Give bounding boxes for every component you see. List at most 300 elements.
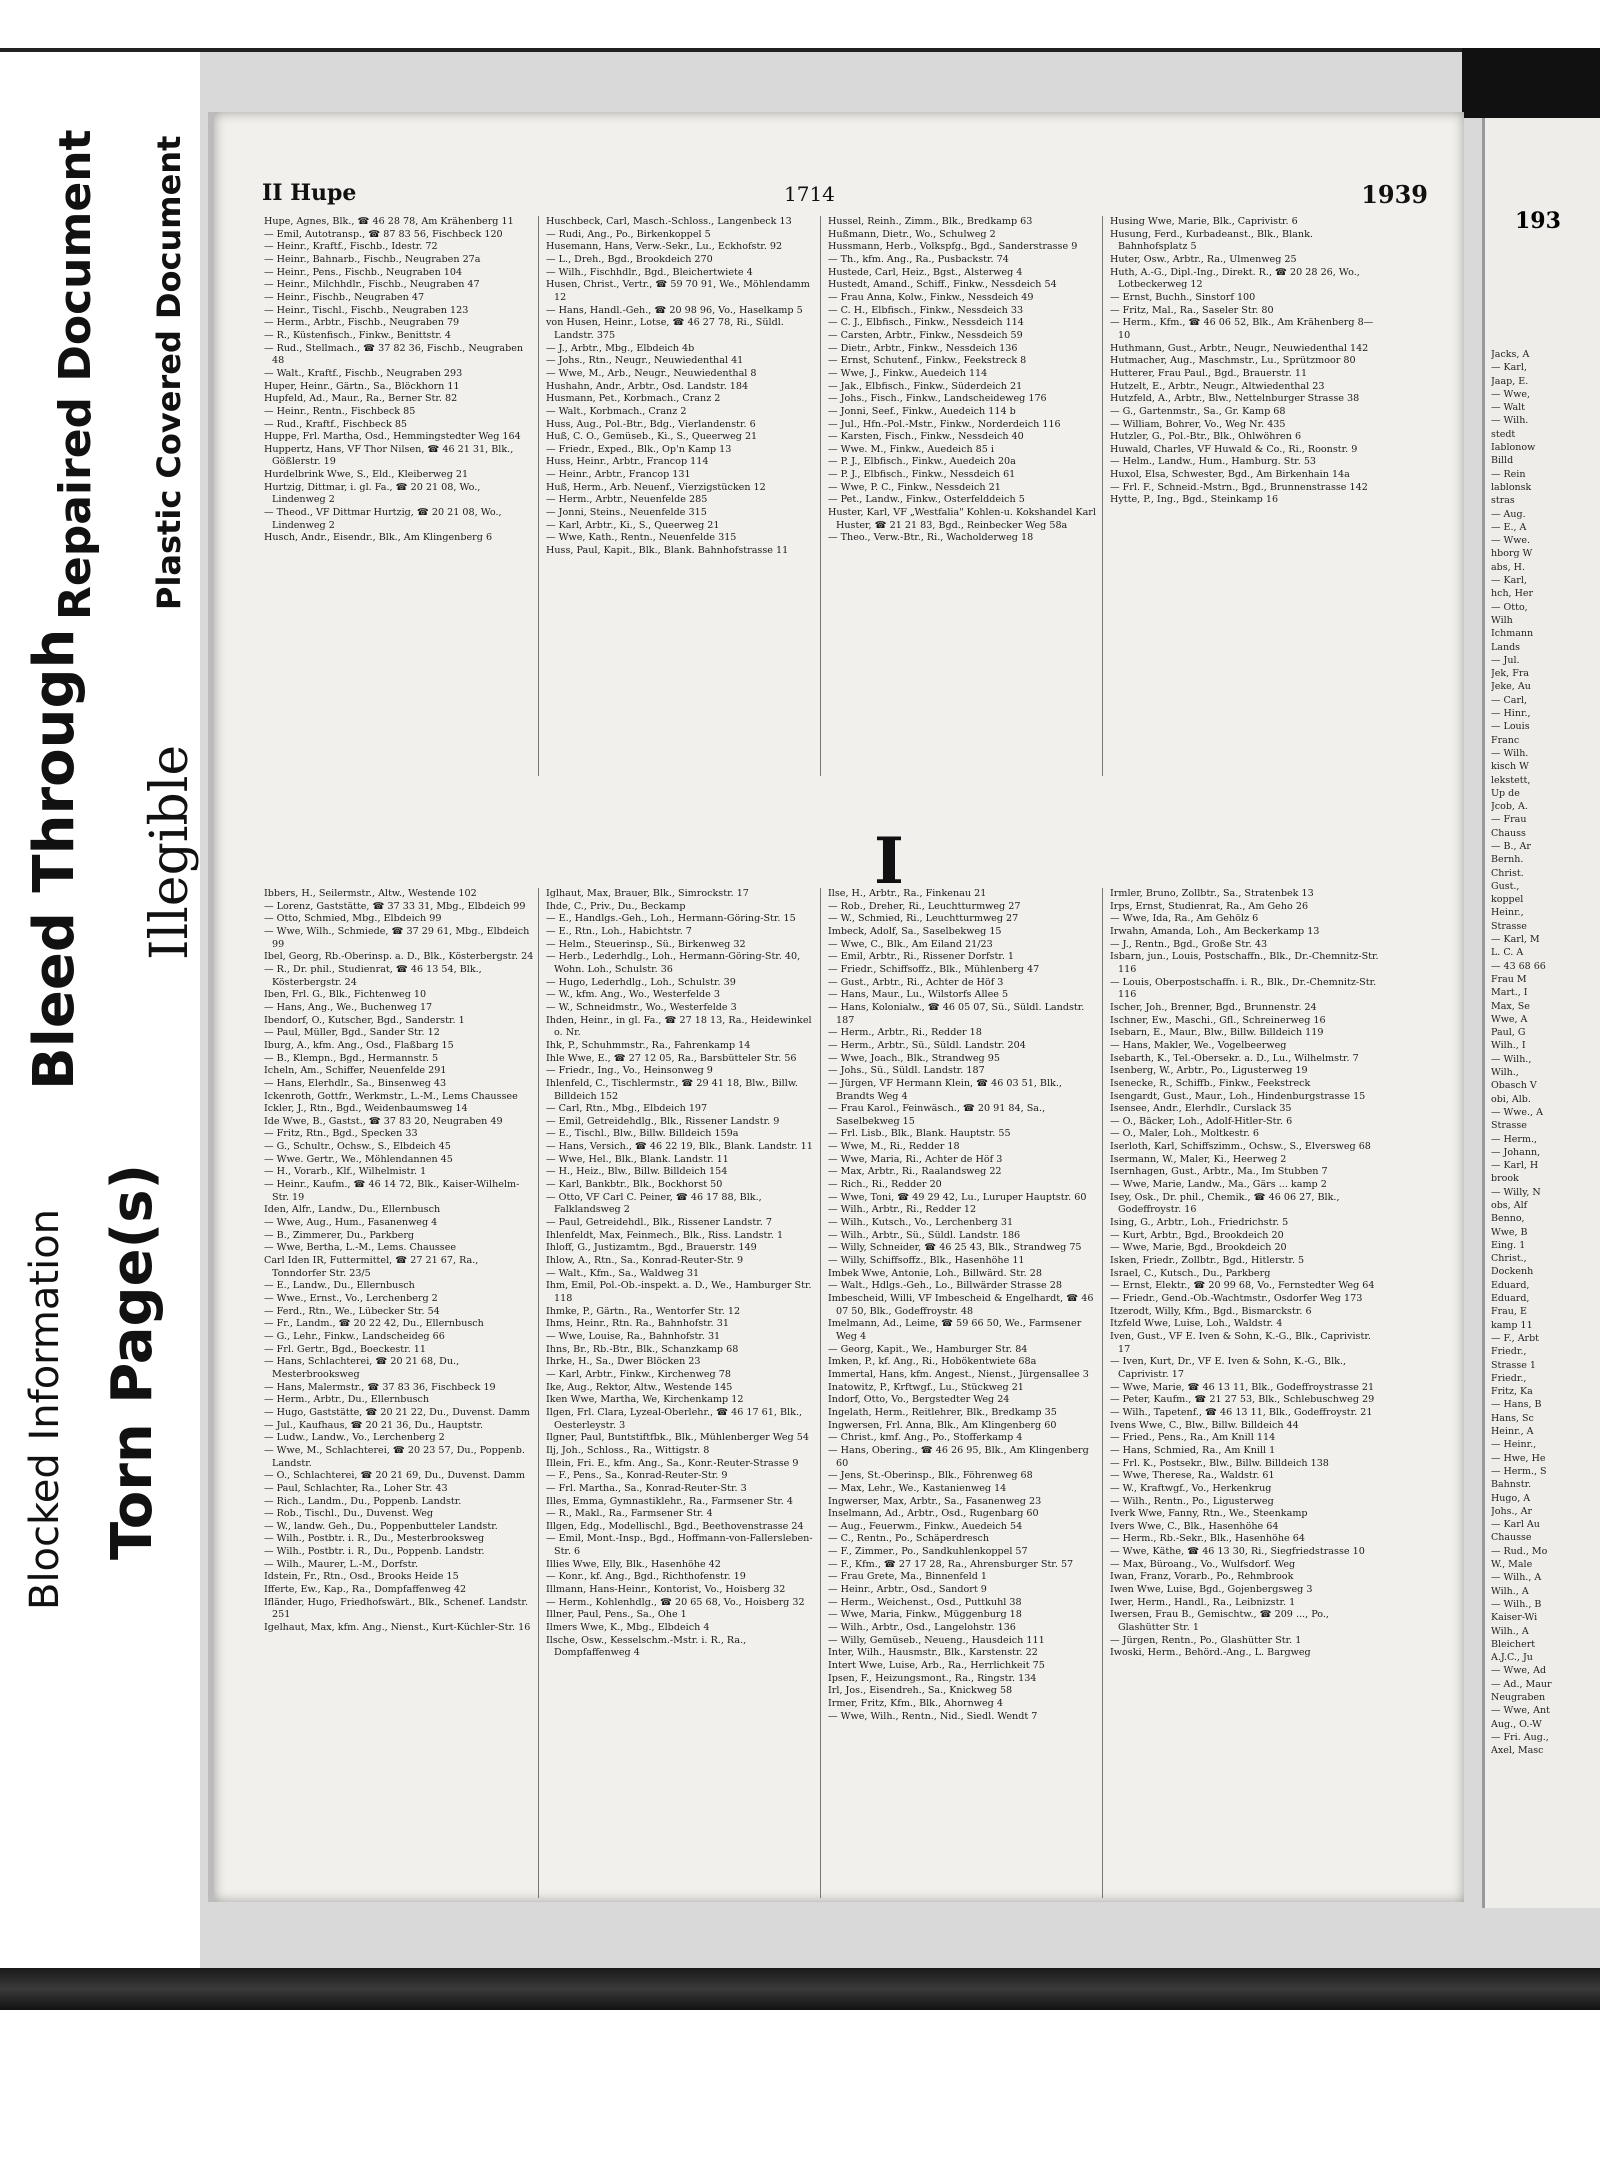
directory-entry: Up de [1491, 787, 1520, 799]
directory-entry: — F., Arbt [1491, 1332, 1539, 1344]
directory-entry: Ischer, Joh., Brenner, Bgd., Brunnenstr. 24 [1110, 1001, 1317, 1013]
directory-entry: Husen, Christ., Vertr., ☎ 59 70 91, We., Möhlendamm 12 [546, 279, 810, 303]
directory-entry: — Pet., Landw., Finkw., Osterfelddeich 5 [828, 494, 1025, 506]
directory-entry: Lands [1491, 641, 1521, 653]
directory-entry: — Hans, Makler, We., Vogelbeerweg [1110, 1039, 1287, 1051]
directory-entry: — Heinr., Milchhdlr., Fischb., Neugraben 47 [264, 279, 480, 291]
directory-entry: Hustedt, Amand., Schiff., Finkw., Nessdeich 54 [828, 279, 1057, 291]
directory-entry: — R., Küstenfisch., Finkw., Benittstr. 4 [264, 329, 451, 341]
directory-entry: Irmler, Bruno, Zollbtr., Sa., Stratenbek 13 [1110, 888, 1314, 899]
directory-entry: — O., Maler, Loh., Moltkestr. 6 [1110, 1128, 1260, 1140]
directory-entry: Ihloff, G., Justizamtm., Bgd., Brauerstr. 149 [546, 1242, 757, 1254]
directory-entry: Huper, Heinr., Gärtn., Sa., Blöckhorn 11 [264, 380, 460, 392]
directory-entry: Ihm, Emil, Pol.-Ob.-inspekt. a. D., We., Hamburger Str. 118 [546, 1280, 812, 1304]
directory-entry: — Max, Lehr., We., Kastanienweg 14 [828, 1482, 1007, 1494]
directory-entry: Hutterer, Frau Paul., Bgd., Brauerstr. 11 [1110, 367, 1308, 379]
directory-entry: Huth, A.-G., Dipl.-Ing., Direkt. R., ☎ 20 28 26, Wo., Lotbeckerweg 12 [1110, 266, 1360, 291]
directory-entry: — Wwe, Käthe, ☎ 46 13 30, Ri., Siegfriedstrasse 10 [1110, 1546, 1365, 1558]
directory-entry: Isey, Osk., Dr. phil., Chemik., ☎ 46 06 27, Blk., Godeffroystr. 16 [1110, 1191, 1340, 1216]
label-plastic-covered: Plastic Covered Document [150, 135, 188, 610]
directory-entry: Isenberg, W., Arbtr., Po., Ligusterweg 19 [1110, 1065, 1308, 1077]
directory-entry: — Johs., Rtn., Neugr., Neuwiedenthal 41 [546, 355, 744, 367]
scan-frame-bottom [0, 1968, 1600, 2010]
directory-entry: Ipsen, F., Heizungsmont., Ra., Ringstr. 134 [828, 1672, 1037, 1684]
directory-entry: Axel, Masc [1491, 1745, 1544, 1757]
directory-entry: — J., Rentn., Bgd., Große Str. 43 [1110, 938, 1268, 950]
directory-entry: Iden, Alfr., Landw., Du., Ellernbusch [264, 1204, 441, 1216]
directory-entry: — Rich., Ri., Redder 20 [828, 1179, 942, 1191]
directory-entry: Iven, Gust., VF E. Iven & Sohn, K.-G., Blk., Caprivistr. 17 [1110, 1330, 1371, 1355]
section-letter: I [874, 824, 904, 899]
directory-entry: — Heinr., Bahnarb., Fischb., Neugraben 27a [264, 253, 481, 265]
directory-entry: Inter, Wilh., Hausmstr., Blk., Karstenstr. 22 [828, 1647, 1038, 1659]
directory-entry: — Wilh., Fischhdlr., Bgd., Bleichertwiete 4 [546, 266, 753, 278]
directory-entry: Ilgen, Frl. Clara, Lyzeal-Oberlehr., ☎ 46 17 61, Blk., Oesterleystr. 3 [546, 1406, 803, 1431]
directory-entry: — Louis, Oberpostschaffn. i. R., Blk., Dr.-Chemnitz-Str. 116 [1110, 976, 1377, 1001]
directory-entry: — Wilh., Arbtr., Ri., Redder 12 [828, 1204, 977, 1216]
directory-entry: Strasse 1 [1491, 1359, 1536, 1371]
directory-entry: — Carsten, Arbtr., Finkw., Nessdeich 59 [828, 329, 1023, 341]
directory-entry: — Otto, VF Carl C. Peiner, ☎ 46 17 88, Blk., Falklandsweg 2 [546, 1191, 762, 1216]
directory-entry: Bernh. [1491, 854, 1524, 866]
directory-entry: Iken Wwe, Martha, We, Kirchenkamp 12 [546, 1394, 744, 1406]
directory-entry: — 43 68 66 [1491, 960, 1546, 972]
directory-entry: — Friedr., Schiffsoffz., Blk., Mühlenberg 47 [828, 963, 1040, 975]
directory-entry: — Karl, M [1491, 934, 1540, 946]
directory-entry: — Wwe, Marie, Bgd., Brookdeich 20 [1110, 1242, 1287, 1254]
directory-entry: — Wilh., Tapetenf., ☎ 46 13 11, Blk., Godeffroystr. 21 [1110, 1406, 1373, 1418]
directory-entry: — Frau Karol., Feinwäsch., ☎ 20 91 84, Sa., Saselbekweg 15 [828, 1103, 1046, 1127]
directory-entry: — Karl, [1491, 575, 1527, 587]
directory-entry: Ihlow, A., Rtn., Sa., Konrad-Reuter-Str. 9 [546, 1255, 744, 1267]
directory-entry: — Rein [1491, 468, 1526, 480]
directory-entry: — Wwe, Wilh., Schmiede, ☎ 37 29 61, Mbg., Elbdeich 99 [264, 925, 530, 950]
directory-entry: — Heinr., [1491, 1439, 1537, 1451]
directory-entry: Billd [1491, 455, 1514, 467]
directory-entry: Ilsche, Osw., Kesselschm.-Mstr. i. R., Ra., Dompfaffenweg 4 [546, 1634, 747, 1659]
directory-entry: Ihlenfeld, C., Tischlermstr., ☎ 29 41 18, Blw., Billw. Billdeich 152 [546, 1077, 798, 1102]
directory-entry: Ike, Aug., Rektor, Altw., Westende 145 [546, 1381, 733, 1393]
directory-entry: Inselmann, Ad., Arbtr., Osd., Rugenbarg 60 [828, 1508, 1039, 1520]
directory-entry: — Paul, Müller, Bgd., Sander Str. 12 [264, 1027, 440, 1039]
label-illegible: Illegible [140, 744, 200, 960]
directory-entry: — Johs., Sü., Süldl. Landstr. 187 [828, 1065, 985, 1077]
directory-entry: abs, H. [1491, 561, 1525, 573]
directory-entry: — Wwe, Louise, Ra., Bahnhofstr. 31 [546, 1330, 721, 1342]
directory-entry: Friedr., [1491, 1372, 1527, 1384]
directory-entry: — Wwe, P. C., Finkw., Nessdeich 21 [828, 481, 1001, 493]
directory-entry: Jeke, Au [1491, 681, 1531, 693]
directory-entry: Ihmke, P., Gärtn., Ra., Wentorfer Str. 12 [546, 1305, 741, 1317]
directory-entry: Ilj, Joh., Schloss., Ra., Wittigstr. 8 [546, 1444, 710, 1456]
directory-entry: stedt [1491, 428, 1516, 440]
directory-entry: lablonsk [1491, 481, 1532, 493]
top-column-1 [264, 216, 539, 776]
directory-entry: Iserloth, Karl, Schiffszimm., Ochsw., S., Elversweg 68 [1110, 1141, 1371, 1153]
directory-entry: Wilh., [1491, 1067, 1519, 1079]
directory-entry: Isengardt, Gust., Maur., Loh., Hindenburgstrasse 15 [1110, 1090, 1366, 1102]
directory-entry: Christ. [1491, 867, 1524, 879]
directory-entry: Jek, Fra [1491, 668, 1530, 680]
directory-entry: Benno, [1491, 1213, 1525, 1225]
directory-entry: Heinr., A [1491, 1426, 1534, 1438]
directory-entry: Bleichert [1491, 1638, 1536, 1650]
directory-entry: — Wwe. [1491, 535, 1531, 547]
directory-entry: kisch W [1491, 761, 1529, 773]
directory-entry: Isermann, W., Maler, Ki., Heerweg 2 [1110, 1153, 1287, 1165]
directory-entry: obs, Alf [1491, 1200, 1528, 1211]
directory-entry: — Walt., Kraftf., Fischb., Neugraben 293 [264, 367, 463, 379]
directory-entry: Hutzfeld, A., Arbtr., Blw., Nettelnburger Strasse 38 [1110, 393, 1360, 405]
directory-entry: Eduard, [1491, 1293, 1530, 1305]
directory-entry: — Jonni, Seef., Finkw., Auedeich 114 b [828, 405, 1016, 417]
directory-entry: — G., Gartenmstr., Sa., Gr. Kamp 68 [1110, 405, 1286, 417]
directory-entry: Huss, Heinr., Arbtr., Francop 114 [546, 456, 709, 468]
directory-entry: — F., Zimmer., Po., Sandkuhlenkoppel 57 [828, 1546, 1028, 1558]
directory-entry: — Willy, N [1491, 1186, 1541, 1198]
directory-entry: — P. J., Elbfisch., Finkw., Auedeich 20a [828, 456, 1016, 468]
directory-entry: — Wwe, Aug., Hum., Fasanenweg 4 [264, 1217, 438, 1229]
directory-entry: — Wwe, Wilh., Rentn., Nid., Siedl. Wendt 7 [828, 1710, 1038, 1722]
directory-entry: — Georg, Kapit., We., Hamburger Str. 84 [828, 1343, 1028, 1355]
directory-entry: Ichmann [1491, 628, 1534, 640]
directory-entry: — Wwe, C., Blk., Am Eiland 21/23 [828, 938, 993, 950]
directory-entry: — Louis [1491, 721, 1530, 733]
adjacent-page-fragments [1491, 348, 1600, 2048]
directory-entry: — Wilh. [1491, 747, 1529, 759]
directory-entry: Dockenh [1491, 1266, 1534, 1278]
directory-entry: stras [1491, 495, 1515, 507]
directory-entry: — Theod., VF Dittmar Hurtzig, ☎ 20 21 08, Wo., Lindenweg 2 [264, 507, 502, 531]
directory-entry: — Lorenz, Gaststätte, ☎ 37 33 31, Mbg., Elbdeich 99 [264, 900, 526, 912]
directory-entry: — Frl. K., Postsekr., Blw., Billw. Billdeich 138 [1110, 1457, 1329, 1469]
directory-entry: Hupe, Agnes, Blk., ☎ 46 28 78, Am Krähenberg 11 [264, 216, 514, 227]
directory-entry: Frau M [1491, 973, 1527, 985]
directory-entry: — Wilh., Arbtr., Osd., Langelohstr. 136 [828, 1622, 1016, 1634]
directory-entry: — Wwe, Toni, ☎ 49 29 42, Lu., Luruper Hauptstr. 60 [828, 1191, 1087, 1203]
directory-entry: — Herm., Arbtr., Fischb., Neugraben 79 [264, 317, 460, 329]
directory-entry: — Wilh., Kutsch., Vo., Lerchenberg 31 [828, 1217, 1014, 1229]
directory-entry: — Ernst, Schutenf., Finkw., Feekstreck 8 [828, 355, 1027, 367]
directory-entry: Isebarth, K., Tel.-Obersekr. a. D., Lu., Wilhelmstr. 7 [1110, 1052, 1359, 1064]
directory-entry: — Fritz, Rtn., Bgd., Specken 33 [264, 1128, 418, 1140]
directory-entry: — Willy, Schneider, ☎ 46 25 43, Blk., Strandweg 75 [828, 1242, 1082, 1254]
directory-entry: — Rob., Dreher, Ri., Leuchtturmweg 27 [828, 900, 1021, 912]
adjacent-page-year: 193 [1515, 208, 1561, 234]
directory-entry: — Herm., Arbtr., Du., Ellernbusch [264, 1394, 430, 1406]
directory-entry: Iben, Frl. G., Blk., Fichtenweg 10 [264, 989, 427, 1001]
directory-entry: — E., Landw., Du., Ellernbusch [264, 1280, 415, 1292]
directory-entry: — E., Tischl., Blw., Billw. Billdeich 159a [546, 1128, 739, 1140]
directory-entry: hch, Her [1491, 588, 1534, 600]
directory-entry: Ihle Wwe, E., ☎ 27 12 05, Ra., Barsbütteler Str. 56 [546, 1052, 797, 1064]
bottom-column-2 [546, 888, 821, 1898]
directory-entry: — Jul., Hfn.-Pol.-Mstr., Finkw., Norderdeich 116 [828, 418, 1061, 430]
directory-entry: — Karl, Arbtr., Finkw., Kirchenweg 78 [546, 1368, 731, 1380]
directory-entry: Itzfeld Wwe, Luise, Loh., Waldstr. 4 [1110, 1318, 1283, 1330]
directory-entry: — Wwe, Maria, Finkw., Müggenburg 18 [828, 1609, 1022, 1621]
directory-entry: Iverk Wwe, Fanny, Rtn., We., Steenkamp [1110, 1508, 1308, 1520]
directory-entry: Wwe, A [1491, 1013, 1528, 1025]
directory-entry: — Wwe., Ernst., Vo., Lerchenberg 2 [264, 1293, 438, 1304]
directory-entry: — Willy, Gemüseb., Neueng., Hausdeich 111 [828, 1634, 1045, 1646]
directory-entry: Israel, C., Kutsch., Du., Parkberg [1110, 1267, 1271, 1279]
bottom-column-3 [828, 888, 1103, 1898]
directory-entry: Ihms, Heinr., Rtn. Ra., Bahnhofstr. 31 [546, 1318, 729, 1330]
directory-entry: Hussel, Reinh., Zimm., Blk., Bredkamp 63 [828, 216, 1033, 227]
directory-entry: — J., Arbtr., Mbg., Elbdeich 4b [546, 342, 695, 354]
directory-entry: Imbek Wwe, Antonie, Loh., Billwärd. Str. 28 [828, 1267, 1042, 1279]
directory-entry: — Jul. [1491, 654, 1520, 666]
directory-entry: Wilh [1491, 614, 1513, 626]
directory-entry: — Aug., Feuerwm., Finkw., Auedeich 54 [828, 1520, 1023, 1532]
directory-entry: — Hugo, Lederhdlg., Loh., Schulstr. 39 [546, 976, 736, 988]
directory-entry: — Wwe. Gertr., We., Möhlendannen 45 [264, 1153, 453, 1165]
directory-entry: Ihlenfeldt, Max, Feinmech., Blk., Riss. Landstr. 1 [546, 1229, 784, 1241]
running-head: II Hupe [262, 180, 357, 206]
directory-entry: — Wilh., Postbtr. i. R., Du., Mesterbrooksweg [264, 1533, 485, 1545]
directory-entry: — Theo., Verw.-Btr., Ri., Wacholderweg 18 [828, 532, 1034, 544]
directory-entry: — Herm., S [1491, 1465, 1547, 1477]
directory-entry: — Wwe, Kath., Rentn., Neuenfelde 315 [546, 532, 737, 544]
directory-entry: Ihden, Heinr., in gl. Fa., ☎ 27 18 13, Ra., Heidewinkel o. Nr. [546, 1014, 812, 1039]
directory-entry: — R., Makl., Ra., Farmsener Str. 4 [546, 1508, 713, 1520]
directory-entry: — Wwe, Hel., Blk., Blank. Landstr. 11 [546, 1153, 729, 1165]
directory-entry: — Wwe, M., Ri., Redder 18 [828, 1141, 960, 1153]
directory-entry: — Wwe, Therese, Ra., Waldstr. 61 [1110, 1470, 1275, 1482]
directory-entry: — F., Kfm., ☎ 27 17 28, Ra., Ahrensburger Str. 57 [828, 1558, 1074, 1570]
directory-entry: — Ernst, Buchh., Sinstorf 100 [1110, 291, 1256, 303]
directory-entry: Fritz, Ka [1491, 1386, 1533, 1398]
directory-entry: Johs., Ar [1491, 1505, 1532, 1517]
directory-entry: — C., Rentn., Po., Schäperdresch [828, 1533, 990, 1545]
directory-entry: Hutmacher, Aug., Maschmstr., Lu., Sprützmoor 80 [1110, 355, 1356, 367]
directory-entry: brook [1491, 1173, 1519, 1185]
directory-entry: — Hugo, Gaststätte, ☎ 20 21 22, Du., Duvenst. Damm [264, 1406, 530, 1418]
directory-entry: Ibel, Georg, Rb.-Oberinsp. a. D., Blk., Kösterbergstr. 24 [264, 951, 534, 963]
directory-entry: — Friedr., Exped., Blk., Op'n Kamp 13 [546, 443, 732, 455]
directory-entry: Imken, P., kf. Ang., Ri., Hobökentwiete 68a [828, 1356, 1037, 1368]
directory-entry: — W., Kraftwgf., Vo., Herkenkrug [1110, 1482, 1272, 1494]
directory-entry: — Herm., Kohlenhdlg., ☎ 20 65 68, Vo., Hoisberg 32 [546, 1596, 805, 1608]
directory-entry: L. C. A [1491, 947, 1524, 959]
directory-entry: Irwahn, Amanda, Loh., Am Beckerkamp 13 [1110, 925, 1320, 937]
directory-entry: Hußmann, Dietr., Wo., Schulweg 2 [828, 228, 996, 240]
directory-entry: Idstein, Fr., Rtn., Osd., Brooks Heide 15 [264, 1571, 459, 1583]
directory-entry: — R., Dr. phil., Studienrat, ☎ 46 13 54, Blk., Kösterbergstr. 24 [264, 963, 482, 988]
directory-entry: — Heinr., Kaufm., ☎ 46 14 72, Blk., Kaiser-Wilhelm-Str. 19 [264, 1179, 520, 1203]
directory-entry: — Wilh., Arbtr., Sü., Süldl. Landstr. 186 [828, 1229, 1021, 1241]
directory-entry: — Helm., Steuerinsp., Sü., Birkenweg 32 [546, 938, 746, 950]
directory-entry: — Wilh. [1491, 415, 1529, 427]
directory-entry: Isebarn, E., Maur., Blw., Billw. Billdeich 119 [1110, 1027, 1324, 1039]
directory-entry: — Wwe, M., Schlachterei, ☎ 20 23 57, Du., Poppenb. Landstr. [264, 1444, 525, 1469]
left-label-panel [0, 0, 220, 2177]
directory-entry: Wilh., A [1491, 1585, 1529, 1597]
directory-entry: — Hans, Malermstr., ☎ 37 83 36, Fischbeck 19 [264, 1381, 496, 1393]
directory-entry: Hussmann, Herb., Volkspfg., Bgd., Sanderstrasse 9 [828, 241, 1078, 253]
directory-entry: Neugraben [1491, 1691, 1546, 1703]
directory-entry: Iwen Wwe, Luise, Bgd., Gojenbergsweg 3 [1110, 1584, 1313, 1596]
directory-entry: Friedr., [1491, 1346, 1527, 1358]
directory-page [208, 112, 1464, 1902]
directory-entry: — Hans, Obering., ☎ 46 26 95, Blk., Am Klingenberg 60 [828, 1444, 1089, 1469]
directory-entry: Ifferte, Ew., Kap., Ra., Dompfaffenweg 42 [264, 1584, 467, 1596]
directory-entry: Igelhaut, Max, kfm. Ang., Nienst., Kurt-Küchler-Str. 16 [264, 1622, 531, 1634]
directory-entry: — Frl. Gertr., Bgd., Boeckestr. 11 [264, 1343, 426, 1355]
directory-entry: Illes, Emma, Gymnastiklehr., Ra., Farmsener Str. 4 [546, 1495, 793, 1507]
directory-entry: Wwe, B [1491, 1226, 1528, 1238]
directory-entry: — Otto, [1491, 601, 1528, 613]
directory-entry: Huster, Karl, VF „Westfalia" Kohlen-u. Kokshandel Karl Huster, ☎ 21 21 83, Bgd., Reinbecker Weg 58a [828, 507, 1096, 531]
directory-entry: Gust., [1491, 880, 1520, 892]
directory-entry: Paul, G [1491, 1027, 1526, 1039]
top-column-4 [1110, 216, 1384, 776]
directory-entry: — Wwe, Marie, Landw., Ma., Gärs ... kamp 2 [1110, 1179, 1327, 1191]
directory-entry: — Ludw., Landw., Vo., Lerchenberg 2 [264, 1432, 445, 1444]
directory-entry: Jacks, A [1491, 349, 1530, 360]
directory-entry: Hutzelt, E., Arbtr., Neugr., Altwiedenthal 23 [1110, 380, 1325, 392]
directory-entry: — Iven, Kurt, Dr., VF E. Iven & Sohn, K.-G., Blk., Caprivistr. 17 [1110, 1356, 1347, 1380]
label-torn-pages: Torn Page(s) [100, 1163, 165, 1560]
directory-entry: — Gust., Arbtr., Ri., Achter de Höf 3 [828, 976, 1004, 988]
directory-entry: Chauss [1491, 827, 1526, 839]
directory-entry: Christ., [1491, 1253, 1527, 1265]
directory-entry: Illein, Fri. E., kfm. Ang., Sa., Konr.-Reuter-Strasse 9 [546, 1457, 799, 1469]
directory-entry: — Paul, Schlachter, Ra., Loher Str. 43 [264, 1482, 448, 1494]
directory-entry: Illies Wwe, Elly, Blk., Hasenhöhe 42 [546, 1558, 721, 1570]
directory-entry: — Heinr., Arbtr., Osd., Sandort 9 [828, 1584, 987, 1596]
directory-entry: Mart., I [1491, 987, 1528, 999]
directory-entry: — Ad., Maur [1491, 1678, 1552, 1690]
directory-entry: — Karl Au [1491, 1519, 1540, 1531]
directory-entry: — Otto, Schmied, Mbg., Elbdeich 99 [264, 913, 442, 925]
directory-entry: — Dietr., Arbtr., Finkw., Nessdeich 136 [828, 342, 1018, 354]
directory-entry: Bahnstr. [1491, 1479, 1532, 1491]
directory-entry: — Walt., Kfm., Sa., Waldweg 31 [546, 1267, 700, 1279]
directory-entry: W., Male [1491, 1559, 1533, 1571]
directory-entry: Eing. 1 [1491, 1239, 1526, 1251]
directory-entry: Ischner, Ew., Maschi., Gfl., Schreinerweg 16 [1110, 1014, 1326, 1026]
directory-entry: — Fr., Landm., ☎ 20 22 42, Du., Ellernbusch [264, 1318, 484, 1330]
directory-entry: Hurdelbrink Wwe, S., Eld., Kleiberweg 21 [264, 469, 469, 481]
directory-entry: Ivens Wwe, C., Blw., Billw. Billdeich 44 [1110, 1419, 1299, 1431]
directory-entry: — W., kfm. Ang., Wo., Westerfelde 3 [546, 989, 720, 1001]
directory-entry: Ide Wwe, B., Gastst., ☎ 37 83 20, Neugraben 49 [264, 1115, 503, 1127]
directory-entry: Ingwersen, Frl. Anna, Blk., Am Klingenberg 60 [828, 1419, 1057, 1431]
directory-entry: Huthmann, Gust., Arbtr., Neugr., Neuwiedenthal 142 [1110, 342, 1369, 354]
directory-entry: Husch, Andr., Eisendr., Blk., Am Klingenberg 6 [264, 532, 493, 544]
directory-entry: — C. H., Elbfisch., Finkw., Nessdeich 33 [828, 304, 1024, 316]
directory-entry: — Wwe., A [1491, 1106, 1543, 1118]
directory-entry: — Fried., Pens., Ra., Am Knill 114 [1110, 1432, 1276, 1444]
directory-entry: Iwan, Franz, Vorarb., Po., Rehmbrook [1110, 1571, 1294, 1583]
directory-entry: — Hinr., [1491, 708, 1531, 720]
directory-entry: Itzerodt, Willy, Kfm., Bgd., Bismarckstr. 6 [1110, 1305, 1312, 1317]
directory-entry: — Emil, Getreidehdlg., Blk., Rissener Landstr. 9 [546, 1115, 780, 1127]
directory-entry: Hurtzig, Dittmar, i. gl. Fa., ☎ 20 21 08, Wo., Lindenweg 2 [264, 481, 481, 506]
bottom-column-1 [264, 888, 539, 1898]
directory-entry: — G., Schultr., Ochsw., S., Elbdeich 45 [264, 1141, 451, 1153]
directory-entry: hborg W [1491, 548, 1533, 560]
directory-entry: Hytte, P., Ing., Bgd., Steinkamp 16 [1110, 494, 1279, 506]
directory-entry: — H., Heiz., Blw., Billw. Billdeich 154 [546, 1166, 728, 1178]
directory-entry: — Aug. [1491, 508, 1526, 520]
directory-entry: — Heinr., Fischb., Neugraben 47 [264, 291, 425, 303]
directory-entry: Ihk, P., Schuhmmstr., Ra., Fahrenkamp 14 [546, 1039, 751, 1051]
directory-entry: — Emil, Autotransp., ☎ 87 83 56, Fischbeck 120 [264, 228, 503, 240]
directory-entry: — Johann, [1491, 1146, 1541, 1158]
directory-entry: Isbarn, jun., Louis, Postschaffn., Blk., Dr.-Chemnitz-Str. 116 [1110, 951, 1379, 975]
directory-entry: — W., Schmied, Ri., Leuchtturmweg 27 [828, 913, 1019, 925]
directory-entry: — Heinr., Arbtr., Francop 131 [546, 469, 691, 481]
directory-entry: Eduard, [1491, 1279, 1530, 1291]
directory-entry: — Jonni, Steins., Neuenfelde 315 [546, 507, 707, 519]
directory-entry: Ihrke, H., Sa., Dwer Blöcken 23 [546, 1356, 701, 1368]
directory-entry: — Rud., Stellmach., ☎ 37 82 36, Fischb., Neugraben 48 [264, 342, 524, 367]
directory-entry: Ivers Wwe, C., Blk., Hasenhöhe 64 [1110, 1520, 1279, 1532]
directory-entry: — Hans, Schlachterei, ☎ 20 21 68, Du., Mesterbrooksweg [264, 1356, 460, 1380]
directory-entry: — H., Vorarb., Klf., Wilhelmistr. 1 [264, 1166, 427, 1178]
directory-entry: — Karl, Bankbtr., Blk., Bockhorst 50 [546, 1179, 723, 1191]
directory-entry: Strasse [1491, 1120, 1527, 1132]
directory-entry: — Helm., Landw., Hum., Hamburg. Str. 53 [1110, 456, 1317, 468]
directory-entry: — Karl, H [1491, 1160, 1539, 1172]
directory-entry: — Walt., Korbmach., Cranz 2 [546, 405, 687, 417]
directory-entry: — Herm., Arbtr., Ri., Redder 18 [828, 1027, 982, 1039]
directory-entry: Hustede, Carl, Heiz., Bgst., Alsterweg 4 [828, 266, 1023, 278]
directory-entry: — Herm., Rb.-Sekr., Blk., Hasenhöhe 64 [1110, 1533, 1305, 1545]
directory-entry: — Rudi, Ang., Po., Birkenkoppel 5 [546, 228, 711, 240]
directory-entry: Iburg, A., kfm. Ang., Osd., Flaßbarg 15 [264, 1039, 454, 1051]
page-header [244, 180, 1444, 210]
directory-entry: Hugo, A [1491, 1492, 1531, 1504]
directory-entry: Ihns, Br., Rb.-Btr., Blk., Schanzkamp 68 [546, 1343, 739, 1355]
directory-entry: — Hans, Elerhdlr., Sa., Binsenweg 43 [264, 1077, 447, 1089]
directory-entry: Huss, Paul, Kapit., Blk., Blank. Bahnhofstrasse 11 [546, 545, 789, 557]
directory-entry: — Max, Büroang., Vo., Wulfsdorf. Weg [1110, 1558, 1296, 1570]
directory-entry: A.J.C., Ju [1491, 1652, 1533, 1664]
directory-entry: — Ferd., Rtn., We., Lübecker Str. 54 [264, 1305, 440, 1317]
directory-entry: Ilgner, Paul, Buntstiftfbk., Blk., Mühlenberger Weg 54 [546, 1432, 809, 1444]
directory-entry: — B., Klempn., Bgd., Hermannstr. 5 [264, 1052, 439, 1064]
directory-entry: Ifländer, Hugo, Friedhofswärt., Blk., Schenef. Landstr. 251 [264, 1596, 528, 1621]
directory-entry: lekstett, [1491, 774, 1531, 786]
directory-entry: — E., Rtn., Loh., Habichtstr. 7 [546, 925, 692, 937]
directory-entry: — Rob., Tischl., Du., Duvenst. Weg [264, 1508, 434, 1520]
directory-entry: — Wwe, Marie, ☎ 46 13 11, Blk., Godeffroystrasse 21 [1110, 1381, 1375, 1393]
directory-entry: — Wilh., [1491, 1053, 1532, 1065]
directory-entry: — C. J., Elbfisch., Finkw., Nessdeich 114 [828, 317, 1024, 329]
directory-entry: Iwoski, Herm., Behörd.-Ang., L. Bargweg [1110, 1647, 1311, 1659]
directory-entry: koppel [1491, 894, 1524, 906]
directory-entry: — Hans, Schmied, Ra., Am Knill 1 [1110, 1444, 1276, 1456]
directory-entry: Husmann, Pet., Korbmach., Cranz 2 [546, 393, 721, 405]
directory-entry: Husung, Ferd., Kurbadeanst., Blk., Blank. Bahnhofsplatz 5 [1110, 228, 1313, 253]
directory-entry: — Wwe, M., Arb., Neugr., Neuwiedenthal 8 [546, 367, 757, 379]
directory-entry: kamp 11 [1491, 1319, 1533, 1331]
directory-entry: — L., Dreh., Bgd., Brookdeich 270 [546, 253, 713, 265]
bottom-listing-block [264, 888, 1448, 1898]
year: 1939 [1361, 180, 1428, 209]
directory-entry: Huwald, Charles, VF Huwald & Co., Ri., Roonstr. 9 [1110, 443, 1358, 455]
directory-entry: — Hans, B [1491, 1399, 1542, 1411]
directory-entry: — Emil, Mont.-Insp., Bgd., Hoffmann-von-Fallersleben-Str. 6 [546, 1533, 813, 1558]
scan-frame-top [0, 48, 1600, 52]
directory-entry: Indorf, Otto, Vo., Bergstedter Weg 24 [828, 1394, 1010, 1406]
directory-entry: Max, Se [1491, 1000, 1530, 1012]
directory-entry: — Wwe, J., Finkw., Auedeich 114 [828, 367, 988, 379]
